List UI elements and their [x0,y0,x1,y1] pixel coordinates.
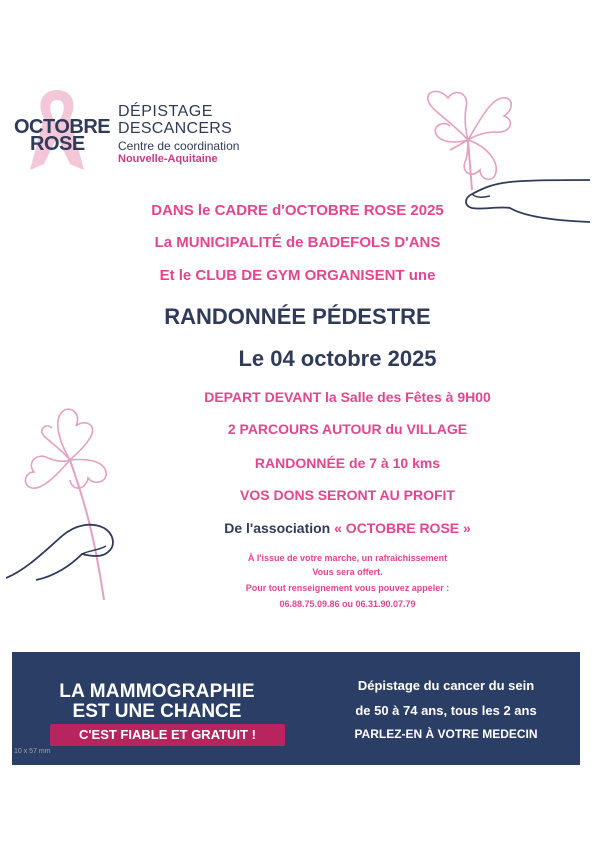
note-line-2: Vous sera offert. [312,567,383,577]
logo-octobre-text: OCTOBRE [14,116,111,138]
logo-rose-text: ROSE [30,133,85,155]
banner-right-line-1: Dépistage du cancer du sein [357,678,535,693]
banner-headline-2: EST UNE CHANCE [72,701,242,722]
event-date: Le 04 octobre 2025 [238,346,437,371]
detail-departure: DEPART DEVANT la Salle des Fêtes à 9H00 [204,389,491,405]
association-line [50,520,595,536]
banner-headline-1: LA MAMMOGRAPHIE [59,681,255,702]
banner-pill: C'EST FIABLE ET GRATUIT ! [50,724,285,746]
detail-routes: 2 PARCOURS AUTOUR du VILLAGE [227,421,468,437]
detail-distance: RANDONNÉE de 7 à 10 kms [254,455,441,471]
association-prefix: De l'association [224,520,335,536]
note-line-1: À l'issue de votre marche, un rafraîchissement [247,553,448,563]
detail-donations: VOS DONS SERONT AU PROFIT [240,487,455,503]
logo-depistage: DÉPISTAGE [118,103,213,120]
mammography-banner [12,652,580,765]
logo-centre: Centre de coordination [118,139,240,153]
size-stamp: 10 x 57 mm [14,748,51,755]
intro-line-2: La MUNICIPALITÉ de BADEFOLS D'ANS [154,234,441,251]
banner-right-line-3: PARLEZ-EN À VOTRE MEDECIN [354,727,538,741]
phone-numbers: 06.88.75.09.86 ou 06.31.90.07.79 [279,599,416,609]
intro-line-1: DANS le CADRE d'OCTOBRE ROSE 2025 [151,202,444,219]
association-name: « OCTOBRE ROSE » [334,520,471,536]
logo-region: Nouvelle-Aquitaine [118,153,218,165]
banner-right-line-2: de 50 à 74 ans, tous les 2 ans [355,703,537,718]
hand-holding-flower-icon [410,80,590,260]
event-title: RANDONNÉE PÉDESTRE [164,304,431,329]
note-line-3: Pour tout renseignement vous pouvez appeler : [245,583,450,593]
logo-des-cancers: DESCANCERS [118,120,233,137]
intro-line-3: Et le CLUB DE GYM ORGANISENT une [159,267,436,284]
